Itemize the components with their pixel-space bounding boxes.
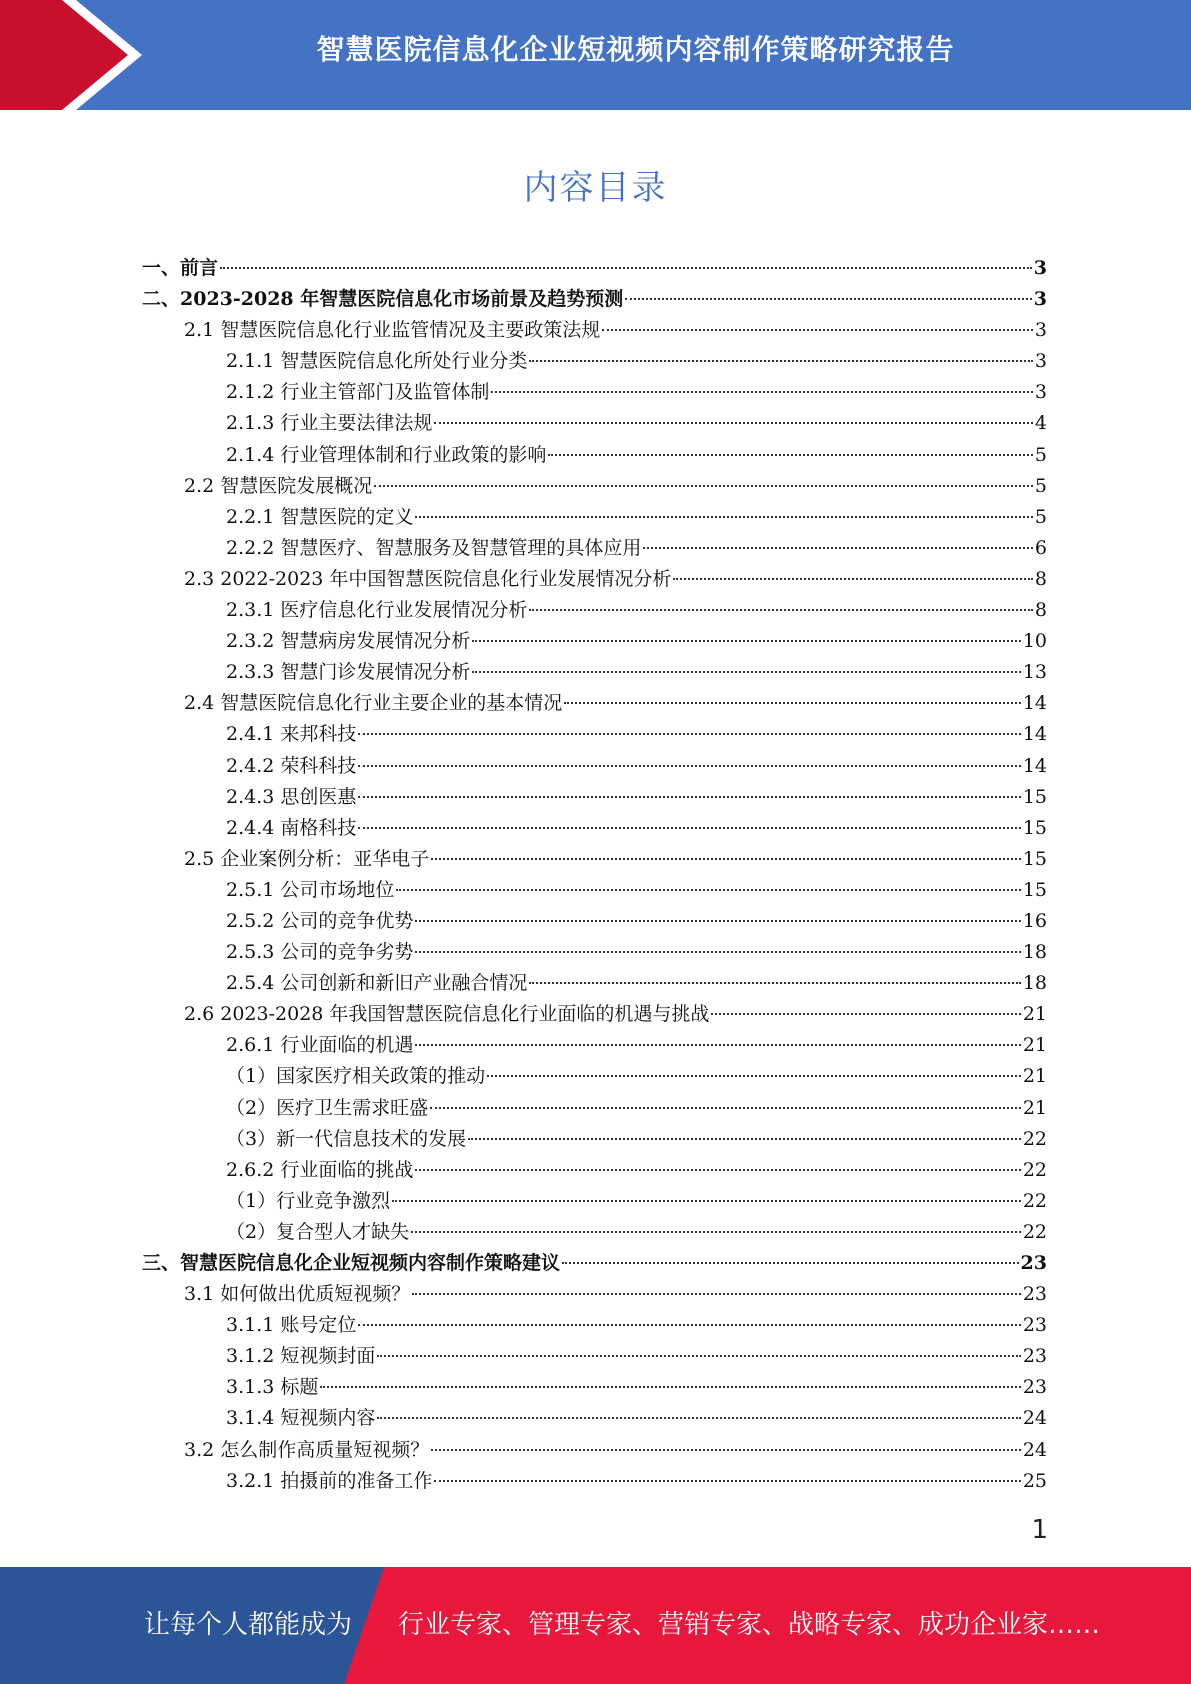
toc-entry-title: 2.4.3 思创医惠 xyxy=(226,785,357,808)
toc-entry-title: 2.3.2 智慧病房发展情况分析 xyxy=(226,630,471,653)
toc-entry-page: 21 xyxy=(1022,1065,1047,1088)
toc-entry[interactable] xyxy=(142,937,1047,968)
toc-entry-title: （3）新一代信息技术的发展 xyxy=(226,1127,467,1150)
toc-dot-leader xyxy=(431,1448,1021,1451)
toc-entry-title: 三、智慧医院信息化企业短视频内容制作策略建议 xyxy=(142,1252,561,1274)
toc-entry-page: 21 xyxy=(1022,1003,1047,1026)
toc-entry[interactable] xyxy=(142,315,1047,346)
toc-entry-title: 2.4.4 南格科技 xyxy=(226,816,357,839)
toc-entry-title: 3.1 如何做出优质短视频？ xyxy=(184,1283,411,1306)
toc-entry[interactable] xyxy=(142,595,1047,626)
toc-entry-title: 2.2.2 智慧医疗、智慧服务及智慧管理的具体应用 xyxy=(226,536,642,559)
toc-dot-leader xyxy=(358,1323,1020,1326)
toc-entry[interactable] xyxy=(142,844,1047,875)
toc-entry-title: 2.4.2 荣科科技 xyxy=(226,754,357,777)
toc-entry-page: 13 xyxy=(1022,661,1047,684)
toc-entry[interactable] xyxy=(142,533,1047,564)
toc-entry-title: 2.2 智慧医院发展概况 xyxy=(184,474,373,497)
toc-entry-title: 2.6 2023-2028 年我国智慧医院信息化行业面临的机遇与挑战 xyxy=(184,1003,710,1026)
toc-dot-leader xyxy=(377,1354,1020,1357)
toc-entry[interactable] xyxy=(142,1372,1047,1403)
toc-entry[interactable] xyxy=(142,253,1047,284)
toc-entry-page: 3 xyxy=(1033,257,1047,279)
toc-dot-leader xyxy=(358,732,1020,735)
toc-entry-page: 3 xyxy=(1034,381,1047,404)
toc-entry[interactable] xyxy=(142,1279,1047,1310)
toc-dot-leader xyxy=(625,297,1032,300)
toc-entry[interactable] xyxy=(142,564,1047,595)
toc-entry[interactable] xyxy=(142,1093,1047,1124)
toc-entry[interactable] xyxy=(142,999,1047,1030)
toc-entry-page: 23 xyxy=(1022,1376,1047,1399)
toc-entry-page: 22 xyxy=(1022,1158,1047,1181)
toc-entry[interactable] xyxy=(142,813,1047,844)
toc-dot-leader xyxy=(434,1479,1020,1482)
toc-dot-leader xyxy=(411,1230,1021,1233)
toc-dot-leader xyxy=(220,266,1032,269)
toc-entry[interactable] xyxy=(142,440,1047,471)
toc-dot-leader xyxy=(430,1106,1021,1109)
toc-dot-leader xyxy=(529,981,1020,984)
toc-dot-leader xyxy=(562,1261,1019,1264)
toc-entry-title: 2.5.3 公司的竞争劣势 xyxy=(226,941,414,964)
toc-entry-title: （2）医疗卫生需求旺盛 xyxy=(226,1096,429,1119)
toc-entry[interactable] xyxy=(142,1217,1047,1248)
toc-entry-page: 8 xyxy=(1034,599,1047,622)
toc-entry-page: 23 xyxy=(1022,1345,1047,1368)
toc-dot-leader xyxy=(320,1385,1020,1388)
toc-entry-page: 18 xyxy=(1022,972,1047,995)
toc-dot-leader xyxy=(529,359,1033,362)
toc-entry-page: 23 xyxy=(1022,1314,1047,1337)
toc-entry[interactable] xyxy=(142,284,1047,315)
toc-entry-page: 3 xyxy=(1034,319,1047,342)
toc-dot-leader xyxy=(415,1043,1020,1046)
toc-entry[interactable] xyxy=(142,968,1047,999)
toc-entry[interactable] xyxy=(142,875,1047,906)
toc-entry-title: （1）国家医疗相关政策的推动 xyxy=(226,1065,486,1088)
toc-entry-page: 16 xyxy=(1022,909,1047,932)
toc-entry-page: 15 xyxy=(1022,847,1047,870)
toc-dot-leader xyxy=(491,390,1033,393)
toc-entry-title: 2.1.3 行业主要法律法规 xyxy=(226,412,433,435)
toc-dot-leader xyxy=(602,328,1033,331)
toc-dot-leader xyxy=(472,670,1020,673)
report-title: 智慧医院信息化企业短视频内容制作策略研究报告 xyxy=(316,33,955,66)
toc-entry-title: 2.3.3 智慧门诊发展情况分析 xyxy=(226,661,471,684)
toc-entry[interactable] xyxy=(142,1403,1047,1434)
toc-entry[interactable] xyxy=(142,906,1047,937)
page-header xyxy=(0,0,1191,110)
toc-entry-page: 10 xyxy=(1022,630,1047,653)
toc-entry[interactable] xyxy=(142,1341,1047,1372)
toc-entry[interactable] xyxy=(142,1030,1047,1061)
toc-entry-title: 2.3 2022-2023 年中国智慧医院信息化行业发展情况分析 xyxy=(184,567,672,590)
toc-entry-title: 3.2 怎么制作高质量短视频？ xyxy=(184,1438,430,1461)
toc-entry-page: 23 xyxy=(1020,1252,1047,1274)
toc-entry-page: 21 xyxy=(1022,1034,1047,1057)
toc-dot-leader xyxy=(711,1012,1020,1015)
toc-dot-leader xyxy=(564,701,1021,704)
toc-entry[interactable] xyxy=(142,502,1047,533)
toc-entry-page: 14 xyxy=(1022,692,1047,715)
toc-entry[interactable] xyxy=(142,1186,1047,1217)
toc-entry-title: 3.2.1 拍摄前的准备工作 xyxy=(226,1469,433,1492)
toc-dot-leader xyxy=(673,577,1032,580)
toc-entry-page: 5 xyxy=(1034,474,1047,497)
toc-entry-title: 2.6.2 行业面临的挑战 xyxy=(226,1158,414,1181)
toc-entry-title: 二、2023-2028 年智慧医院信息化市场前景及趋势预测 xyxy=(142,288,624,311)
toc-dot-leader xyxy=(415,950,1020,953)
toc-dot-leader xyxy=(377,1416,1020,1419)
toc-entry[interactable] xyxy=(142,782,1047,813)
toc-entry-page: 22 xyxy=(1022,1189,1047,1212)
toc-entry[interactable] xyxy=(142,719,1047,750)
toc-entry-title: 2.5.2 公司的竞争优势 xyxy=(226,909,414,932)
toc-entry-title: 2.1 智慧医院信息化行业监管情况及主要政策法规 xyxy=(184,319,601,342)
toc-dot-leader xyxy=(415,515,1033,518)
toc-entry[interactable] xyxy=(142,657,1047,688)
toc-entry-page: 24 xyxy=(1022,1407,1047,1430)
toc-entry-title: 3.1.4 短视频内容 xyxy=(226,1407,376,1430)
toc-dot-leader xyxy=(396,888,1020,891)
toc-entry-page: 15 xyxy=(1022,878,1047,901)
toc-entry-page: 23 xyxy=(1022,1283,1047,1306)
toc-dot-leader xyxy=(472,639,1020,642)
toc-entry-page: 3 xyxy=(1034,350,1047,373)
toc-entry-title: 2.5 企业案例分析：亚华电子 xyxy=(184,847,430,870)
toc-entry-page: 3 xyxy=(1033,288,1047,311)
toc-entry-page: 15 xyxy=(1022,785,1047,808)
toc-entry-page: 22 xyxy=(1022,1127,1047,1150)
toc-entry[interactable] xyxy=(142,408,1047,439)
page-number: 1 xyxy=(1031,1515,1048,1545)
toc-entry-title: 3.1.1 账号定位 xyxy=(226,1314,357,1337)
toc-entry-title: 2.2.1 智慧医院的定义 xyxy=(226,505,414,528)
toc-dot-leader xyxy=(358,764,1020,767)
toc-entry[interactable] xyxy=(142,1248,1047,1279)
toc-entry-title: 3.1.3 标题 xyxy=(226,1376,319,1399)
toc-entry-title: 一、前言 xyxy=(142,257,219,279)
toc-entry[interactable] xyxy=(142,1435,1047,1466)
toc-dot-leader xyxy=(468,1137,1021,1140)
toc-entry-title: 2.6.1 行业面临的机遇 xyxy=(226,1034,414,1057)
toc-dot-leader xyxy=(529,608,1033,611)
toc-entry-title: 2.5.1 公司市场地位 xyxy=(226,878,395,901)
toc-dot-leader xyxy=(358,826,1020,829)
toc-dot-leader xyxy=(415,1168,1020,1171)
table-of-contents xyxy=(142,253,1047,1497)
toc-dot-leader xyxy=(434,421,1033,424)
toc-heading: 内容目录 xyxy=(523,168,668,208)
footer-slogan-left: 让每个人都能成为 xyxy=(144,1610,353,1640)
toc-entry-page: 14 xyxy=(1022,723,1047,746)
toc-dot-leader xyxy=(412,1292,1021,1295)
toc-entry-page: 15 xyxy=(1022,816,1047,839)
toc-entry[interactable] xyxy=(142,346,1047,377)
toc-entry-title: （1）行业竞争激烈 xyxy=(226,1189,391,1212)
toc-dot-leader xyxy=(487,1074,1021,1077)
toc-entry[interactable] xyxy=(142,1310,1047,1341)
toc-entry[interactable] xyxy=(142,626,1047,657)
toc-dot-leader xyxy=(374,484,1033,487)
toc-entry-page: 5 xyxy=(1034,443,1047,466)
toc-entry[interactable] xyxy=(142,377,1047,408)
toc-entry[interactable] xyxy=(142,1155,1047,1186)
toc-dot-leader xyxy=(392,1199,1021,1202)
toc-entry-page: 4 xyxy=(1034,412,1047,435)
toc-entry-page: 24 xyxy=(1022,1438,1047,1461)
toc-dot-leader xyxy=(431,857,1021,860)
toc-entry[interactable] xyxy=(142,751,1047,782)
toc-dot-leader xyxy=(548,453,1033,456)
toc-entry-title: 2.1.1 智慧医院信息化所处行业分类 xyxy=(226,350,528,373)
toc-dot-leader xyxy=(415,919,1020,922)
toc-entry-page: 22 xyxy=(1022,1220,1047,1243)
toc-entry[interactable] xyxy=(142,688,1047,719)
toc-dot-leader xyxy=(358,795,1020,798)
page-footer xyxy=(0,1567,1191,1684)
toc-entry-page: 21 xyxy=(1022,1096,1047,1119)
toc-entry-title: 2.4 智慧医院信息化行业主要企业的基本情况 xyxy=(184,692,563,715)
toc-entry-title: 2.4.1 来邦科技 xyxy=(226,723,357,746)
toc-entry[interactable] xyxy=(142,1124,1047,1155)
toc-entry-title: 2.1.4 行业管理体制和行业政策的影响 xyxy=(226,443,547,466)
toc-entry-page: 5 xyxy=(1034,505,1047,528)
toc-entry-title: 3.1.2 短视频封面 xyxy=(226,1345,376,1368)
toc-entry-title: 2.3.1 医疗信息化行业发展情况分析 xyxy=(226,599,528,622)
toc-entry-title: （2）复合型人才缺失 xyxy=(226,1220,410,1243)
toc-entry-page: 18 xyxy=(1022,941,1047,964)
toc-entry-page: 6 xyxy=(1034,536,1047,559)
toc-dot-leader xyxy=(643,546,1033,549)
footer-slogan-right: 行业专家、管理专家、营销专家、战略专家、成功企业家…… xyxy=(398,1610,1101,1640)
toc-entry-page: 14 xyxy=(1022,754,1047,777)
toc-entry-page: 25 xyxy=(1022,1469,1047,1492)
toc-entry[interactable] xyxy=(142,1466,1047,1497)
toc-entry[interactable] xyxy=(142,1061,1047,1092)
toc-entry-page: 8 xyxy=(1034,567,1047,590)
toc-entry-title: 2.1.2 行业主管部门及监管体制 xyxy=(226,381,490,404)
toc-entry-title: 2.5.4 公司创新和新旧产业融合情况 xyxy=(226,972,528,995)
toc-entry[interactable] xyxy=(142,471,1047,502)
